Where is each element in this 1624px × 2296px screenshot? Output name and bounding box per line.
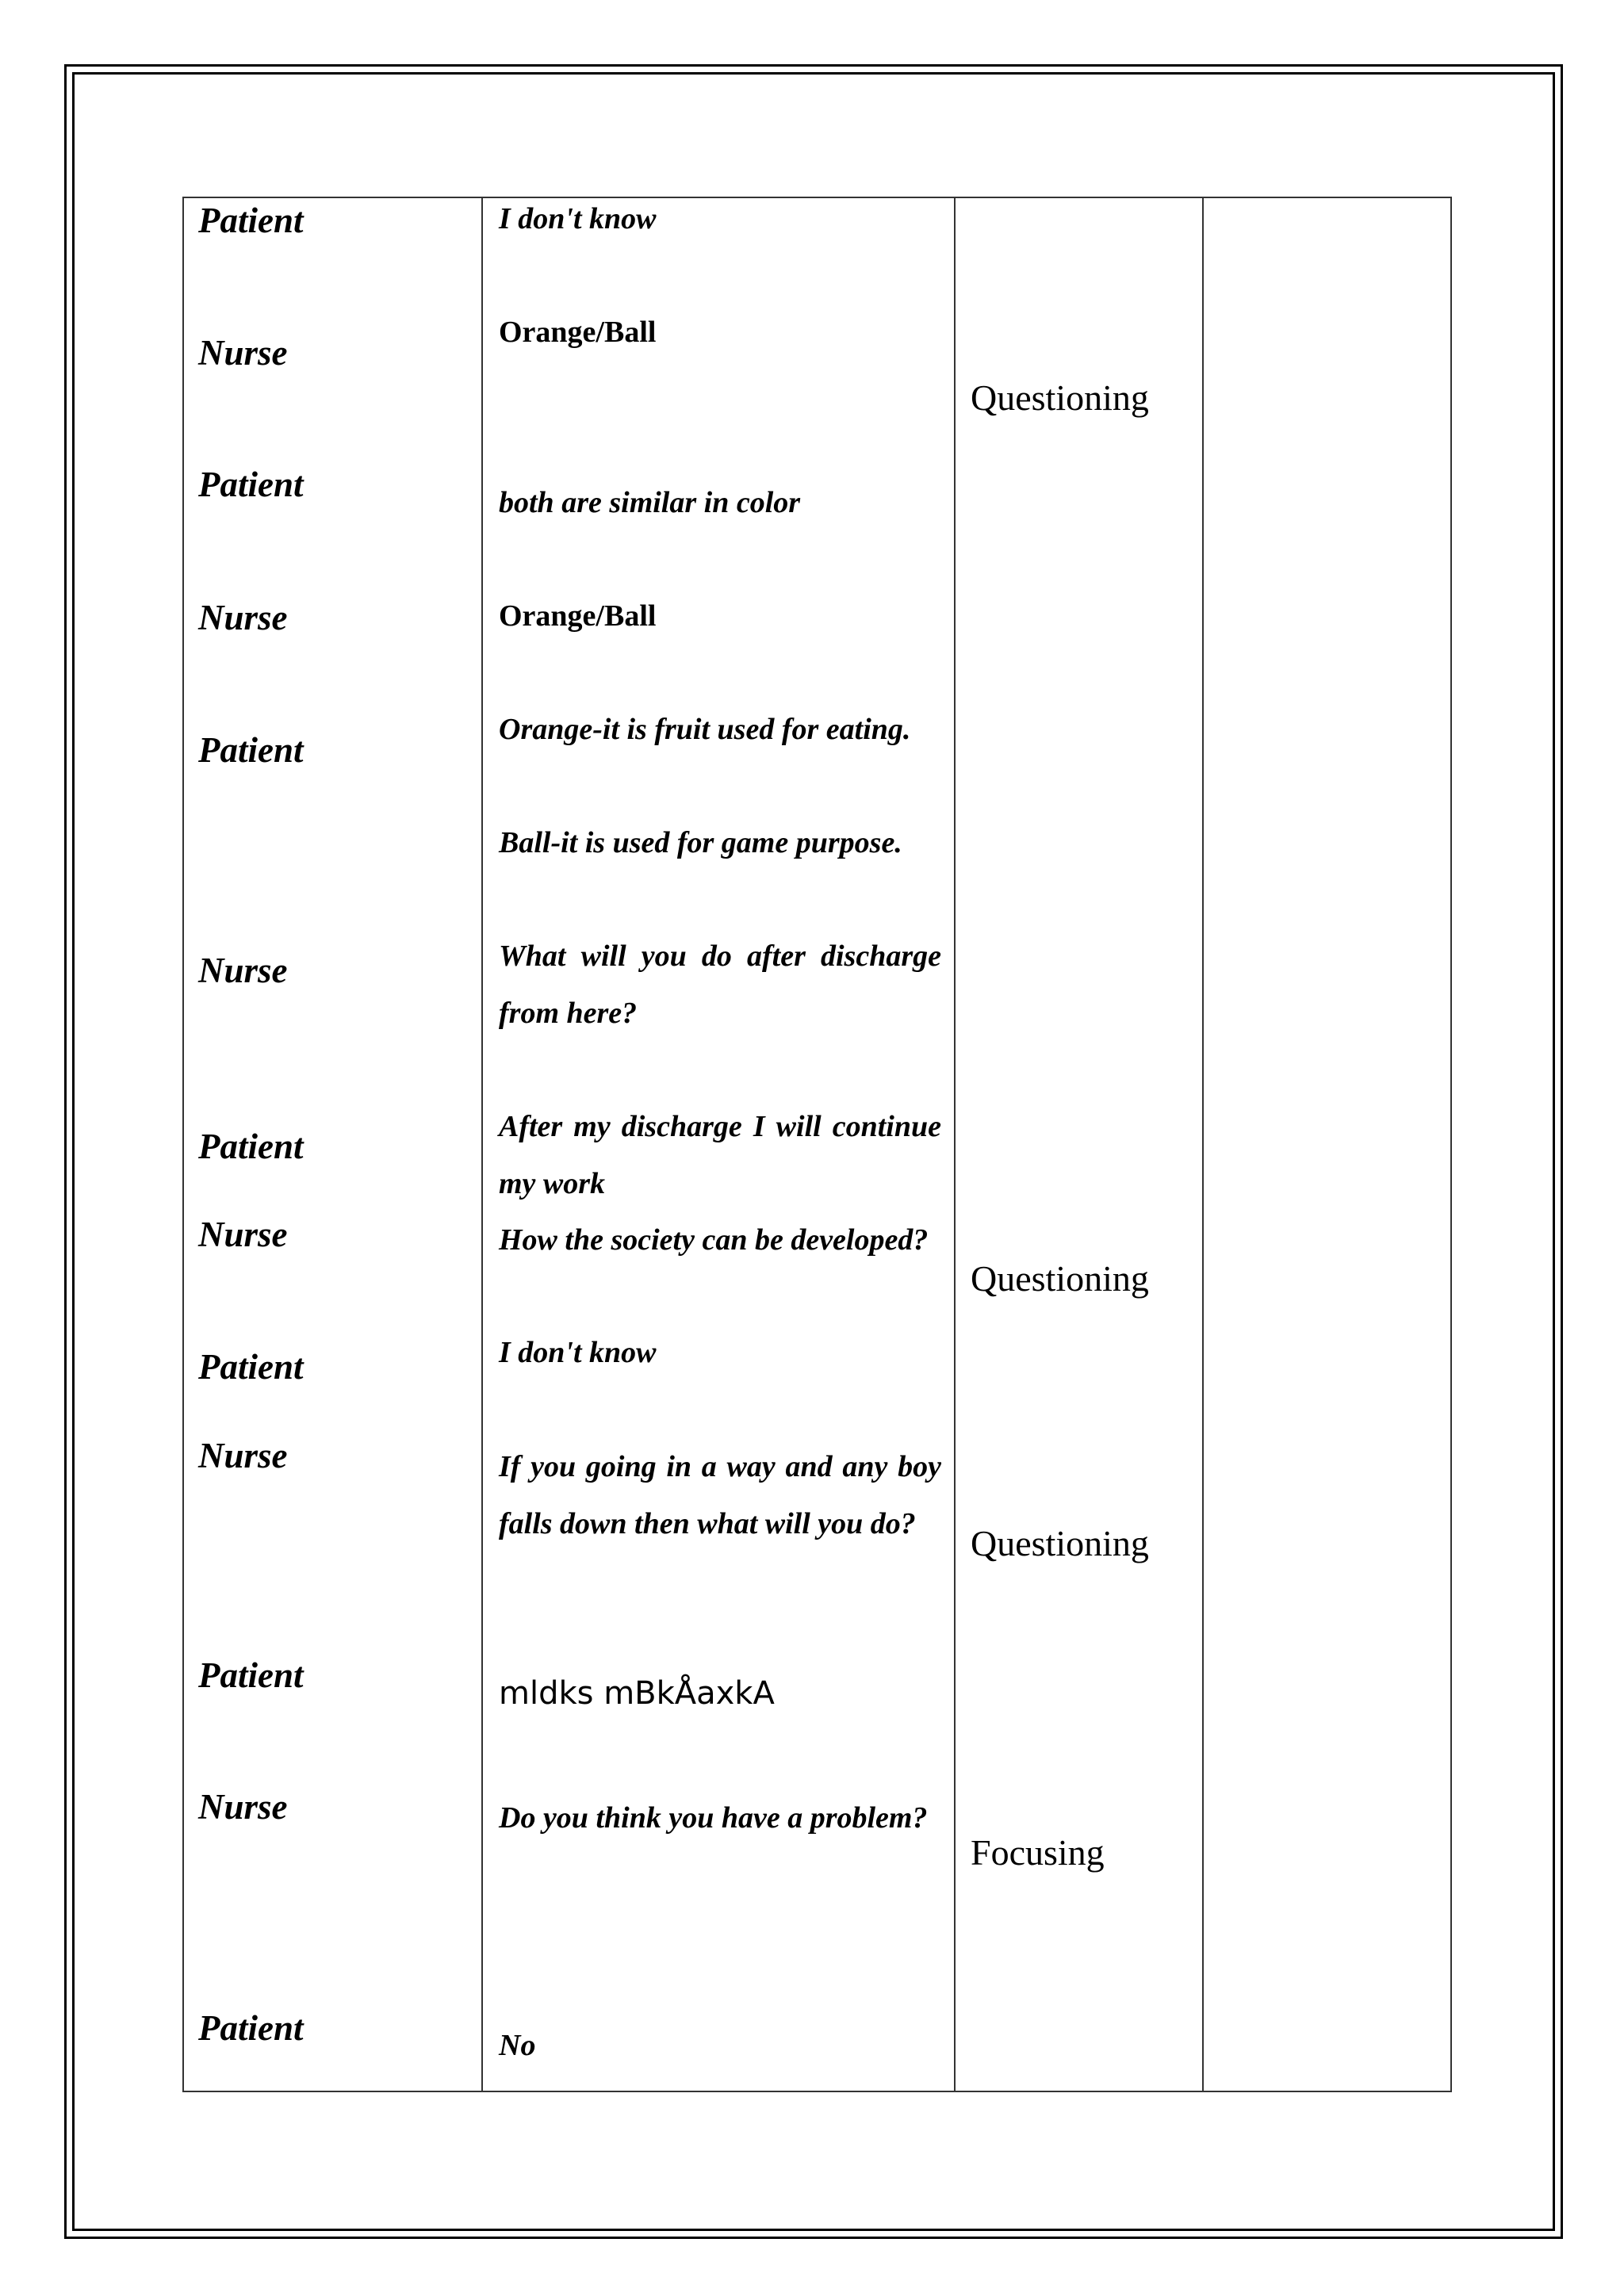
column-divider-2: [954, 197, 956, 2092]
speaker-label: Nurse: [198, 333, 288, 373]
utterance-text: What will you do after discharge from here?: [499, 939, 941, 1030]
utterance-text: Orange-it is fruit used for eating.: [499, 713, 911, 746]
speaker-label: Nurse: [198, 1215, 288, 1254]
speaker-label: Nurse: [198, 1436, 288, 1475]
speaker-label: Nurse: [198, 598, 288, 637]
speaker-label: Patient: [198, 201, 304, 240]
speaker-label: Patient: [198, 730, 304, 770]
utterance-text: I don't know: [499, 202, 657, 235]
speaker-label: Patient: [198, 2008, 304, 2048]
column-divider-3: [1202, 197, 1204, 2092]
speaker-label: Patient: [198, 1127, 304, 1166]
speaker-label: Patient: [198, 1347, 304, 1387]
utterance-text: Do you think you have a problem?: [499, 1801, 928, 1835]
speaker-label: Patient: [198, 465, 304, 504]
technique-label: Questioning: [971, 1258, 1149, 1299]
utterance-text: Orange/Ball: [499, 316, 657, 349]
utterance-text: mldks mBkÅaxkA: [499, 1675, 775, 1712]
technique-label: Focusing: [971, 1832, 1105, 1873]
speaker-label: Nurse: [198, 1787, 288, 1827]
speaker-label: Patient: [198, 1655, 304, 1695]
table-right-border: [1450, 197, 1452, 2092]
technique-label: Questioning: [971, 1523, 1149, 1563]
utterance-text: both are similar in color: [499, 486, 801, 519]
speaker-label: Nurse: [198, 951, 288, 990]
utterance-text: Orange/Ball: [499, 599, 657, 633]
table-bottom-border: [182, 2091, 1452, 2092]
utterance-text: How the society can be developed?: [499, 1223, 929, 1257]
utterance-text: No: [499, 2029, 536, 2062]
utterance-text: After my discharge I will continue my work: [499, 1110, 941, 1200]
utterance-text: I don't know: [499, 1336, 657, 1369]
column-divider-1: [481, 197, 483, 2092]
table-left-border: [182, 197, 184, 2092]
utterance-text: If you going in a way and any boy falls down then what will you do?: [499, 1450, 941, 1540]
technique-label: Questioning: [971, 377, 1149, 418]
utterance-text: Ball-it is used for game purpose.: [499, 826, 902, 859]
